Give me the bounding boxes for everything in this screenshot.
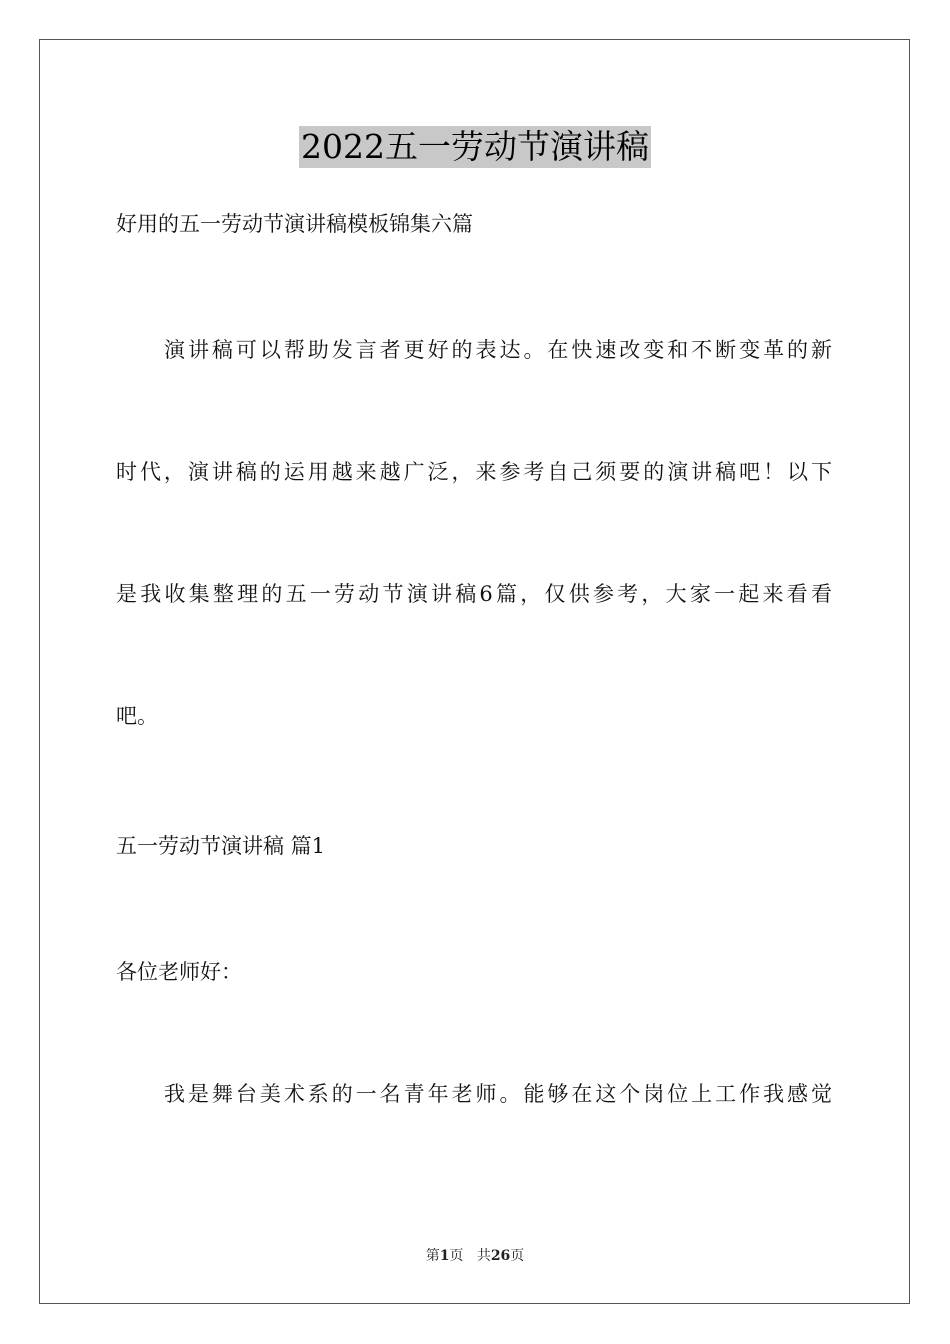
document-subtitle: 好用的五一劳动节演讲稿模板锦集六篇: [116, 212, 473, 236]
paragraph-1-line-2: 时代，演讲稿的运用越来越广泛，来参考自己须要的演讲稿吧！以下: [116, 460, 832, 484]
document-title: 2022五一劳动节演讲稿: [301, 127, 649, 166]
paragraph-1-line-4: 吧。: [116, 704, 158, 728]
footer-current-page: 1: [439, 1248, 450, 1264]
footer-prefix: 第: [425, 1248, 440, 1264]
footer-total-prefix: 共: [476, 1248, 491, 1264]
greeting: 各位老师好：: [116, 960, 242, 984]
title-container: [0, 126, 950, 168]
footer-total-suffix: 页: [510, 1248, 525, 1264]
footer-total-pages: 26: [490, 1248, 511, 1264]
section-heading: 五一劳动节演讲稿 篇1: [116, 834, 326, 858]
paragraph-1-line-1: 演讲稿可以帮助发言者更好的表达。在快速改变和不断变革的新: [164, 338, 832, 362]
paragraph-2-line-1: 我是舞台美术系的一名青年老师。能够在这个岗位上工作我感觉: [164, 1082, 832, 1106]
footer-page-word: 页: [449, 1248, 464, 1264]
page-footer: [0, 1246, 950, 1266]
paragraph-1-line-3: 是我收集整理的五一劳动节演讲稿6篇，仅供参考，大家一起来看看: [116, 582, 832, 606]
